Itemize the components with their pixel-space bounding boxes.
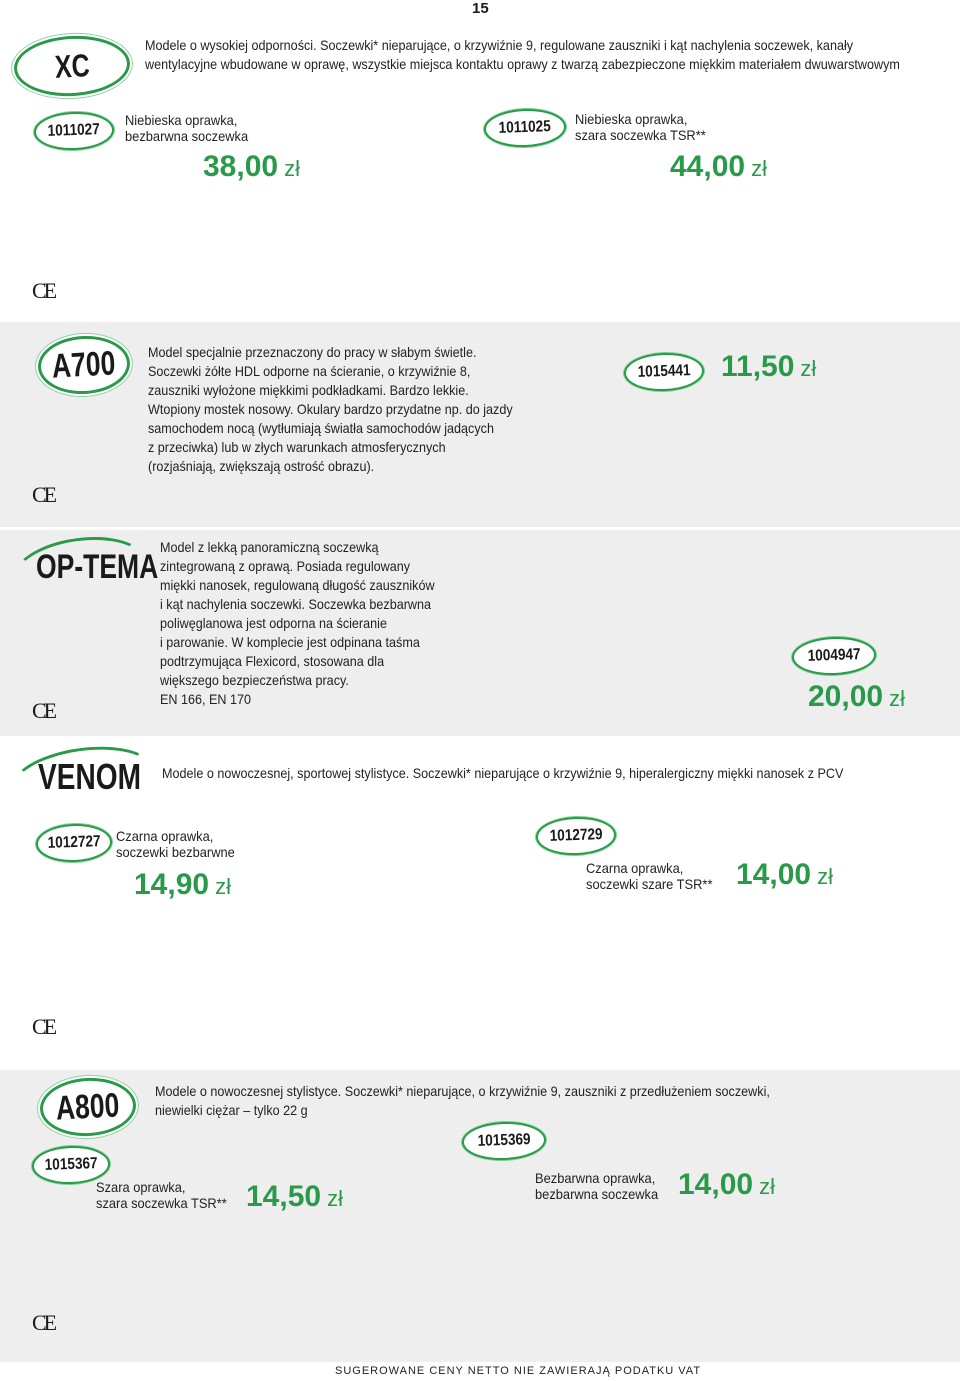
product-description: Niebieska oprawka, bezbarwna soczewka	[125, 112, 249, 144]
ce-mark: CE	[32, 698, 55, 723]
a700-description: Model specjalnie przeznaczony do pracy w słabym świetle. Soczewki żółte HDL odporne na ścieranie, o krzywiźnie 8, zauszniki wyłożone miękkimi podkładkami. Bardzo lekkie. Wtopiony mostek nosowy. Okulary bardzo przydatne np. do jazdy samochodem nocą (wytłumiają światła samochodów jadących z przeciwka) lub w złych warunkach atmosferycznych (rozjaśniają, zwiększają ostrość obrazu).	[148, 344, 513, 474]
product-description: Bezbarwna oprawka, bezbarwna soczewka	[535, 1170, 659, 1202]
product-description: Niebieska oprawka, szara soczewka TSR**	[575, 111, 706, 143]
product-description: Czarna oprawka, soczewki bezbarwne	[116, 828, 235, 860]
product-price: 14,50 zł	[246, 1180, 343, 1213]
product-price: 38,00 zł	[203, 150, 300, 183]
product-code: 1015367	[31, 1145, 110, 1186]
optema-section	[0, 530, 960, 736]
footer-note: SUGEROWANE CENY NETTO NIE ZAWIERAJĄ PODATKU VAT	[335, 1365, 702, 1377]
product-code: 1004947	[791, 636, 876, 677]
product-price: 11,50 zł	[721, 350, 817, 383]
product-code: 1011025	[483, 108, 566, 149]
product-price: 14,00 zł	[678, 1168, 775, 1201]
product-price: 44,00 zł	[670, 150, 767, 183]
product-description: Czarna oprawka, soczewki szare TSR**	[586, 860, 713, 892]
ce-mark: CE	[32, 1014, 55, 1039]
optema-description: Model z lekką panoramiczną soczewką zintegrowaną z oprawą. Posiada regulowany miękki nanosek, regulowaną długość zauszników i kąt nachylenia soczewki. Soczewka bezbarwna poliwęglanowa jest odporna na ścieranie i parowanie. W komplecie jest odpinana taśma podtrzymująca Flexicord, stosowana dla większego bezpieczeństwa pracy. EN 166, EN 170	[160, 539, 435, 707]
product-price: 14,90 zł	[134, 868, 231, 901]
product-description: Szara oprawka, szara soczewka TSR**	[96, 1179, 227, 1211]
xc-logo: XC	[13, 33, 132, 99]
product-price: 20,00 zł	[808, 680, 905, 713]
venom-section	[0, 740, 960, 1065]
product-code: 1012729	[535, 816, 616, 857]
venom-logo: VENOM	[38, 756, 141, 797]
a800-logo: A800	[39, 1076, 138, 1139]
product-price: 14,00 zł	[736, 858, 833, 891]
venom-description: Modele o nowoczesnej, sportowej stylistyce. Soczewki* nieparujące o krzywiźnie 9, hiperalergiczny miękki nanosek z PCV	[162, 765, 844, 781]
product-code: 1015441	[623, 352, 704, 393]
page-number: 15	[472, 0, 489, 17]
optema-logo: OP-TEMA	[36, 548, 159, 586]
product-code: 1011027	[33, 111, 114, 152]
ce-mark: CE	[32, 482, 55, 507]
ce-mark: CE	[32, 278, 55, 303]
product-code: 1015369	[461, 1121, 546, 1162]
a800-description: Modele o nowoczesnej stylistyce. Soczewki* nieparujące, o krzywiźnie 9, zauszniki z przedłużeniem soczewki, niewielki ciężar – tylko 22 g	[155, 1083, 770, 1118]
xc-description: Modele o wysokiej odporności. Soczewki* nieparujące, o krzywiźnie 9, regulowane zauszniki i kąt nachylenia soczewek, kanały wentylacyjne wbudowane w oprawę, wszystkie miejsca kontaktu oprawy z twarzą zabezpieczone miękkim materiałem dwuwarstwowym	[145, 37, 900, 72]
product-code: 1012727	[35, 823, 112, 864]
ce-mark: CE	[32, 1310, 55, 1335]
a800-section	[0, 1070, 960, 1362]
xc-section	[0, 20, 960, 320]
a700-section	[0, 322, 960, 527]
a700-logo: A700	[37, 334, 132, 397]
